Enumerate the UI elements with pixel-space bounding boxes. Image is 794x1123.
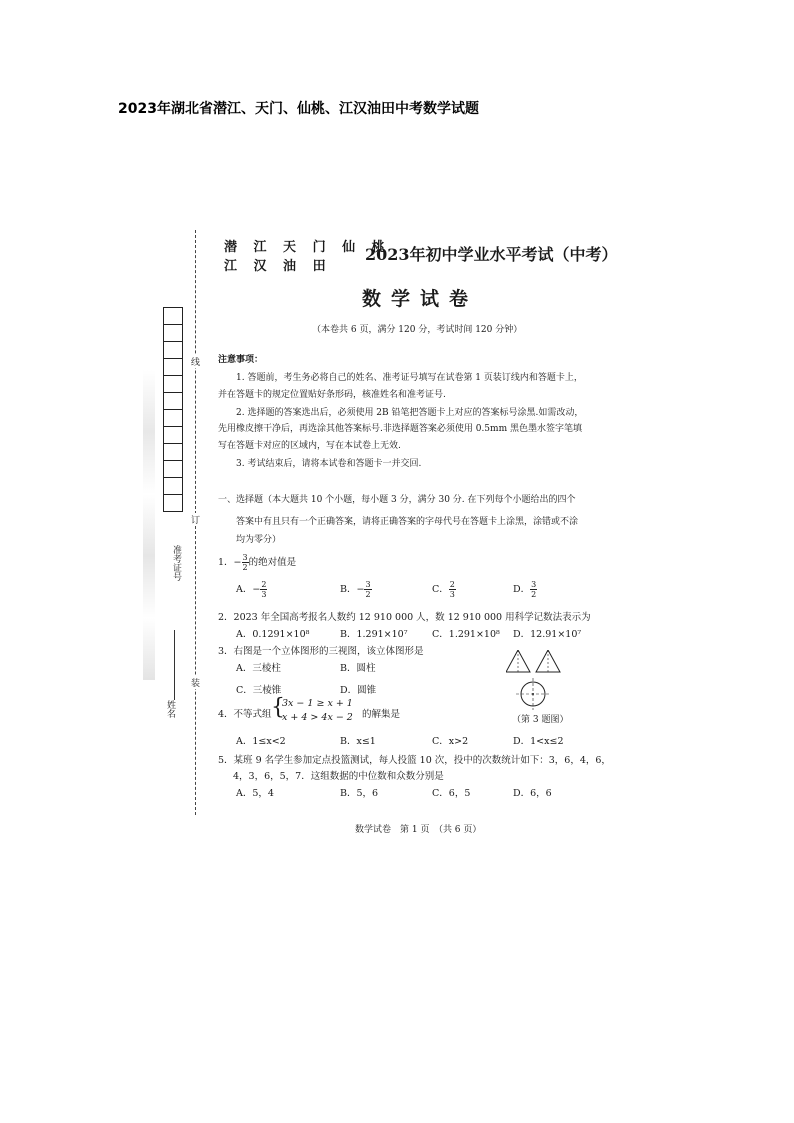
q1-option-a[interactable]: A．− $\frac{2}{3}$ — [236, 580, 267, 599]
q1-option-d[interactable]: D． $\frac{3}{2}$ — [513, 580, 537, 599]
question-3: 3．右图是一个立体图形的三视图，该立体图形是 — [218, 646, 424, 657]
scan-margin-artifact — [143, 370, 155, 680]
brace-symbol: { — [271, 695, 285, 720]
section1-line3: 均为零分） — [236, 535, 282, 545]
q3-option-d[interactable]: D．圆锥 — [340, 685, 377, 696]
q2-option-b[interactable]: B．1.291×10⁷ — [340, 629, 408, 640]
q5-option-a[interactable]: A．5，4 — [236, 788, 274, 799]
q4-option-d[interactable]: D．1<x≤2 — [513, 736, 564, 747]
q5-option-b[interactable]: B．5，6 — [340, 788, 379, 799]
question-4-suffix: 的解集是 — [362, 709, 401, 720]
region-line-2: 江 汉 油 田 — [224, 259, 332, 274]
name-field-line[interactable] — [174, 630, 175, 700]
question-1: 1．− $\frac{3}{2}$ 的绝对值是 — [218, 553, 297, 572]
q1-option-b[interactable]: B．− $\frac{3}{2}$ — [340, 580, 371, 599]
q2-option-a[interactable]: A．0.1291×10⁸ — [236, 629, 310, 640]
note-2b: 先用橡皮擦干净后，再选涂其他答案标号.非选择题答案必须使用 0.5mm 黑色墨水签字笔填 — [218, 424, 582, 434]
figure-3-caption: （第 3 题图） — [512, 715, 569, 725]
binding-line-char: 线 — [191, 355, 200, 368]
q4-option-b[interactable]: B．x≤1 — [340, 736, 376, 747]
q4-option-a[interactable]: A．1≤x<2 — [236, 736, 286, 747]
q2-option-d[interactable]: D．12.91×10⁷ — [513, 629, 582, 640]
q3-option-c[interactable]: C．三棱锥 — [236, 685, 282, 696]
q3-option-b[interactable]: B．圆柱 — [340, 663, 376, 674]
question-4-prefix: 4．不等式组 — [218, 709, 272, 720]
page-footer: 数学试卷 第 1 页 （共 6 页） — [355, 825, 482, 835]
note-2a: 2. 选择题的答案选出后，必须使用 2B 铅笔把答题卡上对应的答案标号涂黑.如需改动， — [236, 408, 584, 418]
note-1a: 1. 答题前，考生务必将自己的姓名、准考证号填写在试卷第 1 页装订线内和答题卡上， — [236, 373, 583, 383]
exam-number-boxes[interactable] — [163, 307, 183, 512]
exam-number-label: 准考证号 — [171, 545, 181, 581]
binding-zhuang-char: 装 — [191, 676, 200, 689]
note-1b: 并在答题卡的规定位置贴好条形码，核准姓名和准考证号. — [218, 390, 446, 400]
notes-title: 注意事项： — [218, 355, 264, 365]
section1-line2: 答案中有且只有一个正确答案，请将正确答案的字母代号在答题卡上涂黑，涂错或不涂 — [236, 517, 579, 527]
q3-option-a[interactable]: A．三棱柱 — [236, 663, 281, 674]
exam-title: 2023年初中学业水平考试（中考） — [365, 245, 618, 264]
note-2c: 写在答题卡对应的区域内，写在本试卷上无效. — [218, 441, 401, 451]
region-line-1: 潜 江 天 门 仙 桃 — [224, 240, 391, 255]
q4-option-c[interactable]: C．x>2 — [432, 736, 469, 747]
q1-option-c[interactable]: C． $\frac{2}{3}$ — [432, 580, 455, 599]
name-label: 姓名 — [165, 700, 175, 718]
question-5-line1: 5．某班 9 名学生参加定点投篮测试，每人投篮 10 次，投中的次数统计如下：3，6，4，6， — [218, 755, 611, 766]
three-view-figure — [506, 650, 566, 712]
inequality-1: 3x − 1 ≥ x + 1 — [282, 698, 353, 709]
document-title: 2023年湖北省潜江、天门、仙桃、江汉油田中考数学试题 — [118, 101, 479, 117]
question-2: 2．2023 年全国高考报名人数约 12 910 000 人，数 12 910 000 用科学记数法表示为 — [218, 612, 591, 623]
section1-line1: 一、选择题（本大题共 10 个小题，每小题 3 分，满分 30 分. 在下列每个小题给出的四个 — [218, 495, 576, 505]
paper-title: 数学试卷 — [362, 288, 479, 310]
q5-option-c[interactable]: C．6，5 — [432, 788, 471, 799]
question-5-line2: 4，3，6，5，7．这组数据的中位数和众数分别是 — [233, 771, 444, 782]
note-3: 3. 考试结束后，请将本试卷和答题卡一并交回. — [236, 459, 422, 469]
q5-option-d[interactable]: D．6，6 — [513, 788, 552, 799]
paper-info: （本卷共 6 页，满分 120 分，考试时间 120 分钟） — [312, 325, 523, 335]
binding-ding-char: 订 — [191, 513, 200, 526]
q2-option-c[interactable]: C．1.291×10⁸ — [432, 629, 500, 640]
inequality-2: x + 4 > 4x − 2 — [282, 712, 353, 723]
